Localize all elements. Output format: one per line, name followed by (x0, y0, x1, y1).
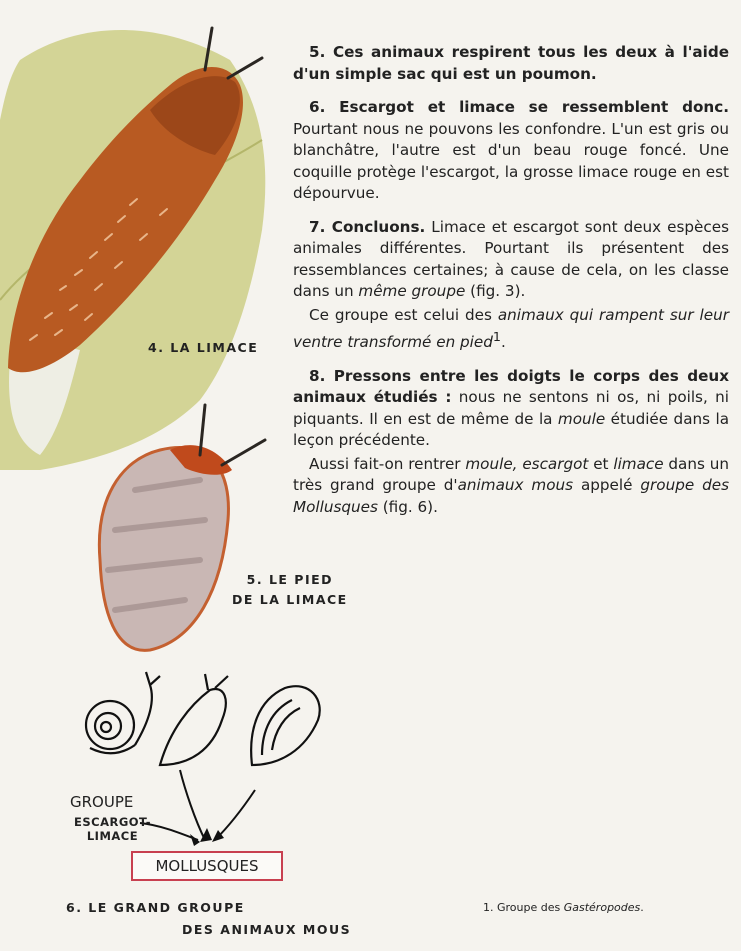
figure-4-caption: 4. LA LIMACE (148, 340, 259, 355)
slug-foot-illustration (99, 447, 228, 650)
footnote: 1. Groupe des Gastéropodes. (483, 901, 644, 914)
groupe-label: GROUPE (70, 793, 134, 811)
mussel-sketch (251, 686, 320, 765)
escargot-limace-label: ESCARGOT- LIMACE (74, 815, 151, 843)
paragraph-8-continued: Aussi fait-on rentrer moule, escargot et limace dans un très grand groupe d'animaux mous appelé groupe des Mollusques (fig. 6). (293, 454, 729, 516)
figure-6-caption: 6. LE GRAND GROUPE DES ANIMAUX MOUS (66, 900, 352, 937)
paragraph-8: 8. Pressons entre les doigts le corps des deux animaux étudiés : nous ne sentons ni os, ni poils, ni piquants. Il en est de même de la moule étudiée dans la leçon précédente. (293, 366, 730, 450)
figure-5-caption: 5. LE PIED DE LA LIMACE (232, 572, 348, 607)
paragraph-7: 7. Concluons. Limace et escargot sont deux espèces animales différentes. Pourtant ils présentent des ressemblances certaines; à cause de cela, on les classe dans un même groupe (fig. 3). (293, 217, 730, 300)
paragraph-5: 5. Ces animaux respirent tous les deux à l'aide d'un simple sac qui est un poumon. (293, 43, 730, 83)
mollusques-box: MOLLUSQUES (131, 851, 283, 881)
slug-sketch (160, 674, 228, 765)
paragraph-7-continued: Ce groupe est celui des animaux qui rampent sur leur ventre transformé en pied$^1$. (293, 305, 729, 352)
paragraph-6: 6. Escargot et limace se ressemblent donc. Pourtant nous ne pouvons les confondre. L'un est gris ou blanchâtre, l'autre est d'un beau rouge foncé. Une coquille protège l'escargot, la grosse limace rouge en est dépourvue. (293, 98, 729, 202)
text-column (293, 42, 729, 530)
snail-sketch (86, 672, 160, 753)
